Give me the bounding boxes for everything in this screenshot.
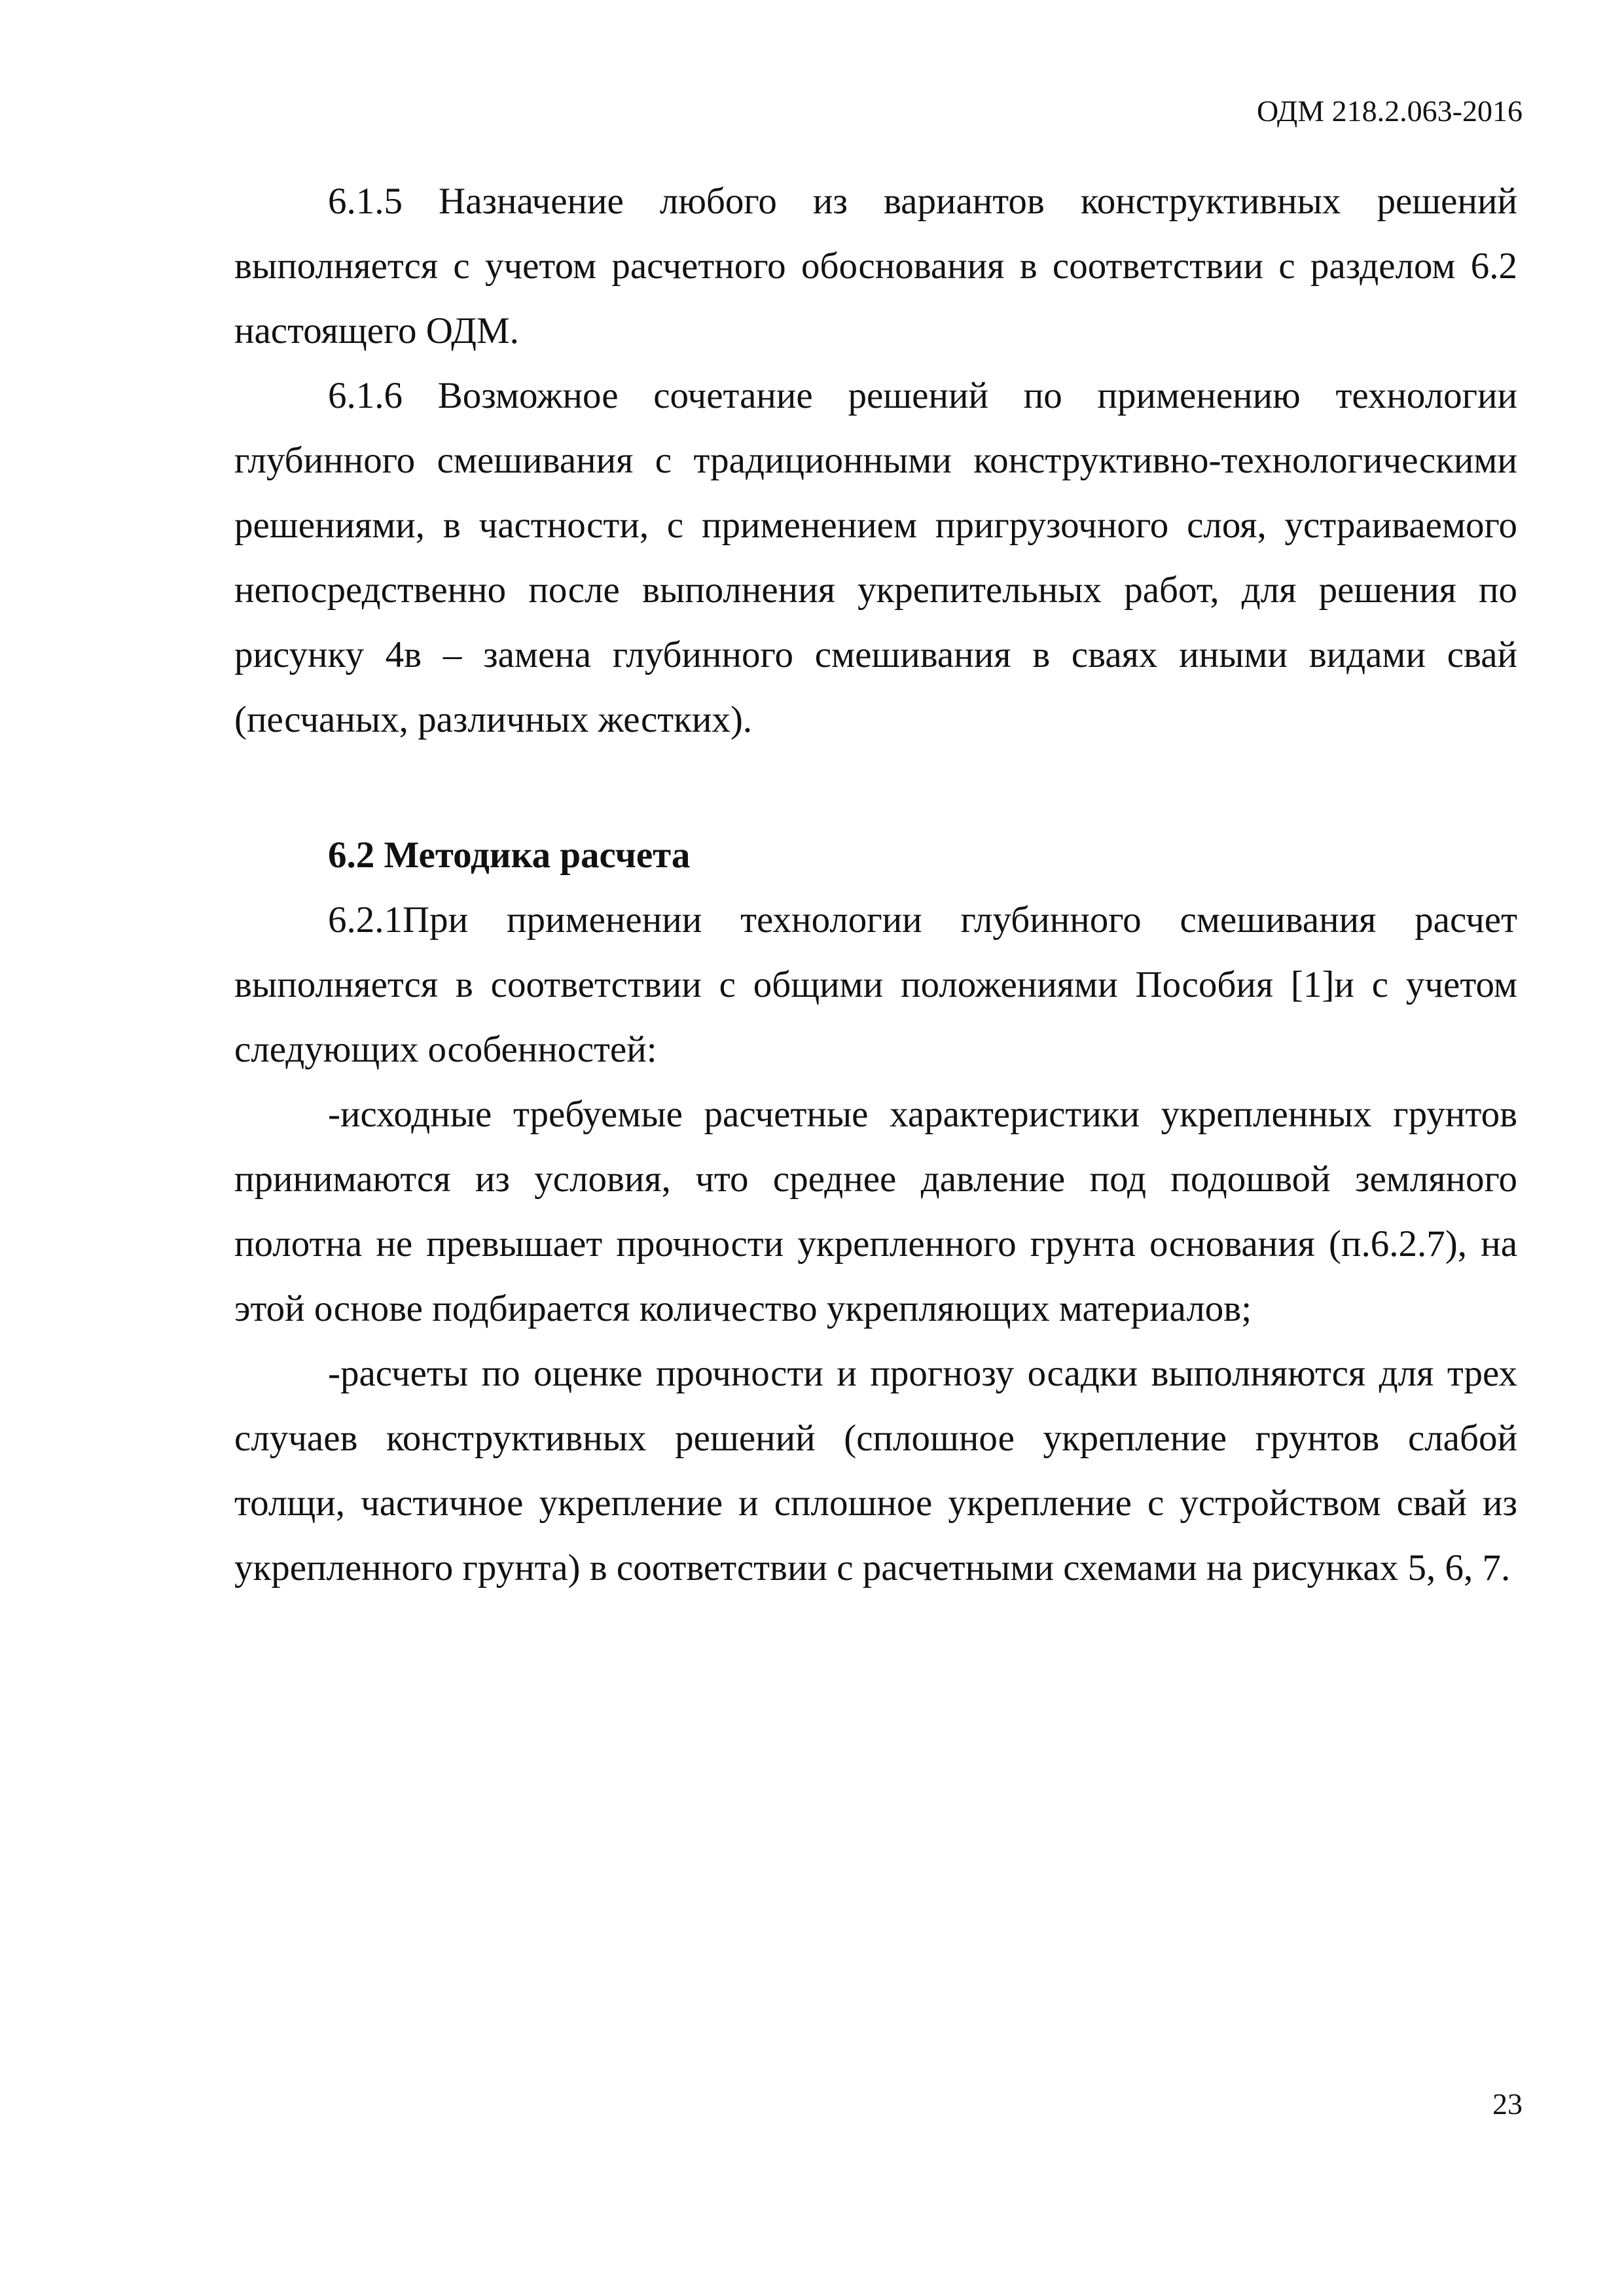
section-heading-6-2: 6.2 Методика расчета — [328, 834, 691, 876]
document-code-header: ОДМ 218.2.063-2016 — [1256, 94, 1523, 128]
list-item-strength-settlement: -расчеты по оценке прочности и прогнозу осадки выполняются для трех случаев конструктивных решений (сплошное укрепление грунтов слабой толщи, частичное укрепление и сплошное укрепление с устройством свай из укрепленного грунта) в соответствии с расчетными схемами на рисунках 5, 6, 7. — [234, 1353, 1517, 1588]
page-body — [234, 169, 1517, 1600]
paragraph-6-1-6: 6.1.6 Возможное сочетание решений по применению технологии глубинного смешивания с традиционными конструктивно-технологическими решениями, в частности, с применением пригрузочного слоя, устраиваемого непосредственно после выполнения укрепительных работ, для решения по рисунку 4в – замена глубинного смешивания в сваях иными видами свай (песчаных, различных жестких). — [234, 375, 1517, 740]
paragraph-6-1-5: 6.1.5 Назначение любого из вариантов конструктивных решений выполняется с учетом расчетного обоснования в соответствии с разделом 6.2 настоящего ОДМ. — [234, 181, 1517, 351]
list-item-design-characteristics: -исходные требуемые расчетные характеристики укрепленных грунтов принимаются из условия, что среднее давление под подошвой земляного полотна не превышает прочности укрепленного грунта основания (п.6.2.7), на этой основе подбирается количество укрепляющих материалов; — [234, 1094, 1517, 1329]
page-number: 23 — [1492, 2087, 1523, 2121]
paragraph-6-2-1: 6.2.1При применении технологии глубинного смешивания расчет выполняется в соответствии с общими положениями Пособия [1]и с учетом следующих особенностей: — [234, 899, 1517, 1070]
